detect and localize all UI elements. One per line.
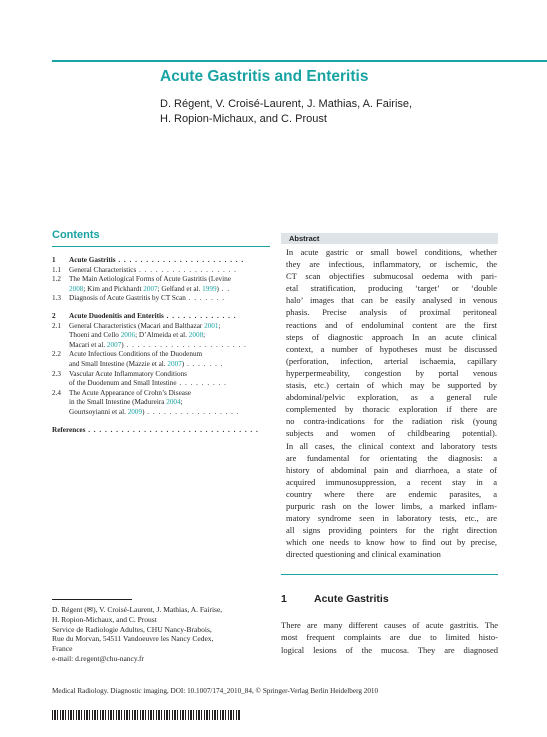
toc-number: 2.3 [52, 369, 61, 378]
citation-link: 2009 [127, 407, 143, 416]
toc-text: ; D’Almeida et al. [135, 331, 189, 340]
toc-text: ; Kim and Pickhardt [83, 284, 144, 293]
abstract-line: are fundamental for orientating the diagnosis: a [286, 452, 497, 463]
footnote-line: France [52, 644, 73, 654]
citation-link: 1999 [202, 284, 217, 293]
toc-line [69, 312, 274, 322]
toc-line [69, 331, 274, 341]
abstract-line: In acute gastric or small bowel conditions, whether [286, 247, 497, 257]
abstract-line: steps of diagnostic approach In an acute clinical [286, 331, 497, 342]
author-line: H. Ropion-Michaux, and C. Proust [160, 113, 327, 125]
toc-line [69, 370, 274, 380]
abstract-body [286, 246, 497, 560]
toc-text: Vascular Acute Inflammatory Conditions [69, 369, 187, 378]
toc-leader-dots: . . . . . . . . . . . . . . . . . . . . . . . . . . . . . . . [85, 425, 259, 434]
abstract-line: stasis, etc.) certain of which may be supported by [286, 380, 497, 391]
author-affiliation-footnote [52, 605, 277, 664]
abstract-line: complemented by thoracic exploration if there are [286, 404, 497, 415]
toc-entry[interactable] [52, 256, 274, 266]
toc-number: 1.3 [52, 294, 61, 303]
toc-line [69, 350, 274, 360]
toc-line [69, 341, 274, 351]
toc-leader-dots: . . . . . . . . . . . . . . . . . [144, 407, 240, 416]
section-number: 1 [281, 593, 287, 605]
author-list [160, 97, 412, 127]
section-heading [281, 593, 389, 605]
abstract-line: context, a number of hypotheses must be discussed [286, 343, 497, 354]
abstract-rule [281, 574, 498, 575]
toc-entry[interactable] [52, 266, 274, 276]
toc-text: Macari et al. [69, 340, 107, 349]
footnote-rule [52, 599, 132, 600]
toc-number: 2.4 [52, 388, 61, 397]
contents-heading: Contents [52, 229, 100, 241]
toc-text: General Characteristics [69, 265, 137, 274]
citation-link: 2006 [120, 331, 136, 340]
footnote-line: H. Ropion-Michaux, and C. Proust [52, 614, 157, 624]
toc-line [52, 426, 274, 436]
table-of-contents [52, 256, 274, 435]
toc-line [69, 266, 274, 276]
paper-title: Acute Gastritis and Enteritis [160, 68, 369, 85]
toc-text: Gourtsoyianni et al. [69, 407, 128, 416]
abstract-line: all signs providing pointers for the right direction [286, 525, 497, 536]
toc-text: ; [203, 331, 206, 340]
toc-text: The Acute Appearance of Crohn’s Disease [69, 388, 191, 397]
abstract-header [281, 233, 498, 244]
toc-number: 1.1 [52, 265, 61, 274]
toc-spacer [52, 418, 274, 426]
footnote-line: Service de Radiologie Adultes, CHU Nancy-Brabois, [52, 624, 212, 634]
toc-entry[interactable] [52, 350, 274, 369]
toc-leader-dots: . . . . . . . . . . . . . . . . . . . . . . . [115, 256, 245, 264]
abstract-line: halo’ images that can be easily analysed in venous [286, 295, 497, 306]
toc-number: 2.1 [52, 321, 61, 330]
author-line: D. Régent, V. Croisé-Laurent, J. Mathias, A. Fairise, [160, 98, 413, 110]
citation-link: 2007 [143, 284, 158, 293]
toc-line [69, 285, 274, 295]
toc-text: of the Duodenum and Small Intestine [69, 379, 177, 388]
toc-text: ) [181, 359, 185, 368]
footnote-line: Rue du Morvan, 54511 Vandoeuvre les Nancy Cedex, [52, 634, 214, 644]
toc-text: Acute Gastritis [69, 256, 116, 264]
citation-link: 2008 [69, 284, 84, 293]
abstract-line: acquired immunosuppression, a recent stay in a [286, 476, 497, 487]
toc-entry[interactable] [52, 426, 274, 436]
citation-link: 2004 [166, 398, 181, 407]
section-title: Acute Gastritis [314, 593, 389, 605]
abstract-line: etal stratification, producing ‘target’ or ‘double [286, 283, 497, 294]
toc-text: ) [216, 284, 219, 293]
toc-line [69, 275, 274, 285]
toc-line [69, 256, 274, 266]
citation-link: 2008 [188, 331, 204, 340]
toc-text: ) [142, 407, 145, 416]
contents-rule [52, 246, 270, 247]
toc-entry[interactable] [52, 389, 274, 418]
abstract-label: Abstract [289, 234, 320, 243]
toc-leader-dots: . . . . . . . [185, 294, 226, 303]
toc-entry[interactable] [52, 370, 274, 389]
citation-link: 2007 [106, 340, 122, 349]
footnote-line: D. Régent (✉), V. Croisé-Laurent, J. Mathias, A. Fairise, [52, 605, 223, 614]
toc-number: 2 [52, 311, 56, 320]
toc-text: ; Gelfand et al. [157, 284, 203, 293]
toc-text: General Characteristics (Macari and Balthazar [69, 321, 205, 330]
abstract-line: CT scan objectifies submucosal oedema with pari- [286, 271, 497, 282]
abstract-line: purpuric rash on the lower limbs, a marked inflam- [286, 500, 497, 511]
toc-line [69, 360, 274, 370]
toc-number: 1 [52, 256, 56, 264]
toc-text: Thoeni and Cello [69, 331, 121, 340]
toc-entry[interactable] [52, 294, 274, 304]
toc-leader-dots: . . . . . . . . . . . . . . . . . . . . . . [123, 340, 247, 349]
toc-leader-dots: . . . . . . . . . [176, 379, 227, 388]
body-text-line: logical lesions of the mucosa. They are diagnosed [281, 644, 498, 655]
abstract-line: matory syndrome seen in laboratory tests, etc., are [286, 513, 497, 524]
page-footer: Medical Radiology. Diagnostic imaging, DOI: 10.1007/174_2010_84, © Springer-Verlag Berlin Heidelberg 2010 [52, 687, 379, 695]
toc-entry[interactable] [52, 322, 274, 351]
toc-line [69, 294, 274, 304]
toc-text: ; [218, 321, 221, 330]
toc-spacer [52, 304, 274, 312]
toc-text: Diagnosis of Acute Gastritis by CT Scan [69, 294, 186, 303]
abstract-line: they are infectious, inflammatory, or ischemic, the [286, 259, 497, 270]
toc-text: in the Small Intestine (Madureira [69, 398, 167, 407]
toc-leader-dots: . . . . . . . . . . . . . [163, 311, 237, 320]
abstract-line: reactions and of endoluminal content are the first [286, 319, 497, 330]
abstract-line: no contra-indications for the radiation risk (young [286, 416, 497, 427]
toc-line [69, 408, 274, 418]
toc-text: Acute Infectious Conditions of the Duodenum [69, 350, 203, 359]
abstract-line: hyperpermeability, congestion by portal venous [286, 367, 497, 378]
toc-line [69, 389, 274, 399]
toc-line [69, 322, 274, 332]
toc-leader-dots: . . [218, 284, 231, 293]
toc-number: 1.2 [52, 275, 61, 284]
toc-text: The Main Aetiological Forms of Acute Gastritis (Levine [69, 275, 231, 284]
body-text-line: most frequent complaints are due to limited histo- [281, 632, 498, 643]
toc-text: References [52, 425, 86, 434]
barcode-image [52, 710, 241, 720]
toc-leader-dots: . . . . . . . [184, 359, 224, 368]
toc-entry[interactable] [52, 312, 274, 322]
abstract-line: In all cases, the clinical context and laboratory tests [286, 440, 497, 451]
toc-leader-dots: . . . . . . . . . . . . . . . . . . [136, 265, 237, 274]
footnote-line[interactable]: e-mail: d.regent@chu-nancy.fr [52, 653, 145, 663]
toc-entry[interactable] [52, 275, 274, 294]
abstract-line: abdominal/pelvic exploration, as a general rule [286, 392, 497, 403]
citation-link: 2007 [167, 359, 182, 368]
toc-text: ) [121, 340, 124, 349]
abstract-line: (perforation, infection, arterial ischaemia, capillary [286, 355, 497, 366]
body-text-line: There are many different causes of acute gastritis. The [281, 620, 498, 630]
toc-text: ; [180, 398, 183, 407]
toc-text: and Small Intestine (Mazzie et al. [69, 359, 168, 368]
toc-line [69, 398, 274, 408]
abstract-line: phasis. Precise analysis of proximal peritoneal [286, 307, 497, 318]
toc-number: 2.2 [52, 350, 61, 359]
abstract-line: country where there are endemic parasites, a [286, 488, 497, 499]
header-rule [52, 60, 547, 62]
abstract-line: which one needs to know how to find out by precise, [286, 537, 497, 548]
abstract-line: subjects and women of childbearing potential). [286, 428, 497, 439]
toc-line [69, 379, 274, 389]
abstract-line: history of abdominal pain and diarrhoea, a state of [286, 464, 497, 475]
toc-text: Acute Duodenitis and Enteritis [69, 311, 164, 320]
citation-link: 2001 [204, 321, 219, 330]
abstract-line: directed questioning and clinical examination [286, 549, 441, 560]
section-body [281, 619, 498, 656]
